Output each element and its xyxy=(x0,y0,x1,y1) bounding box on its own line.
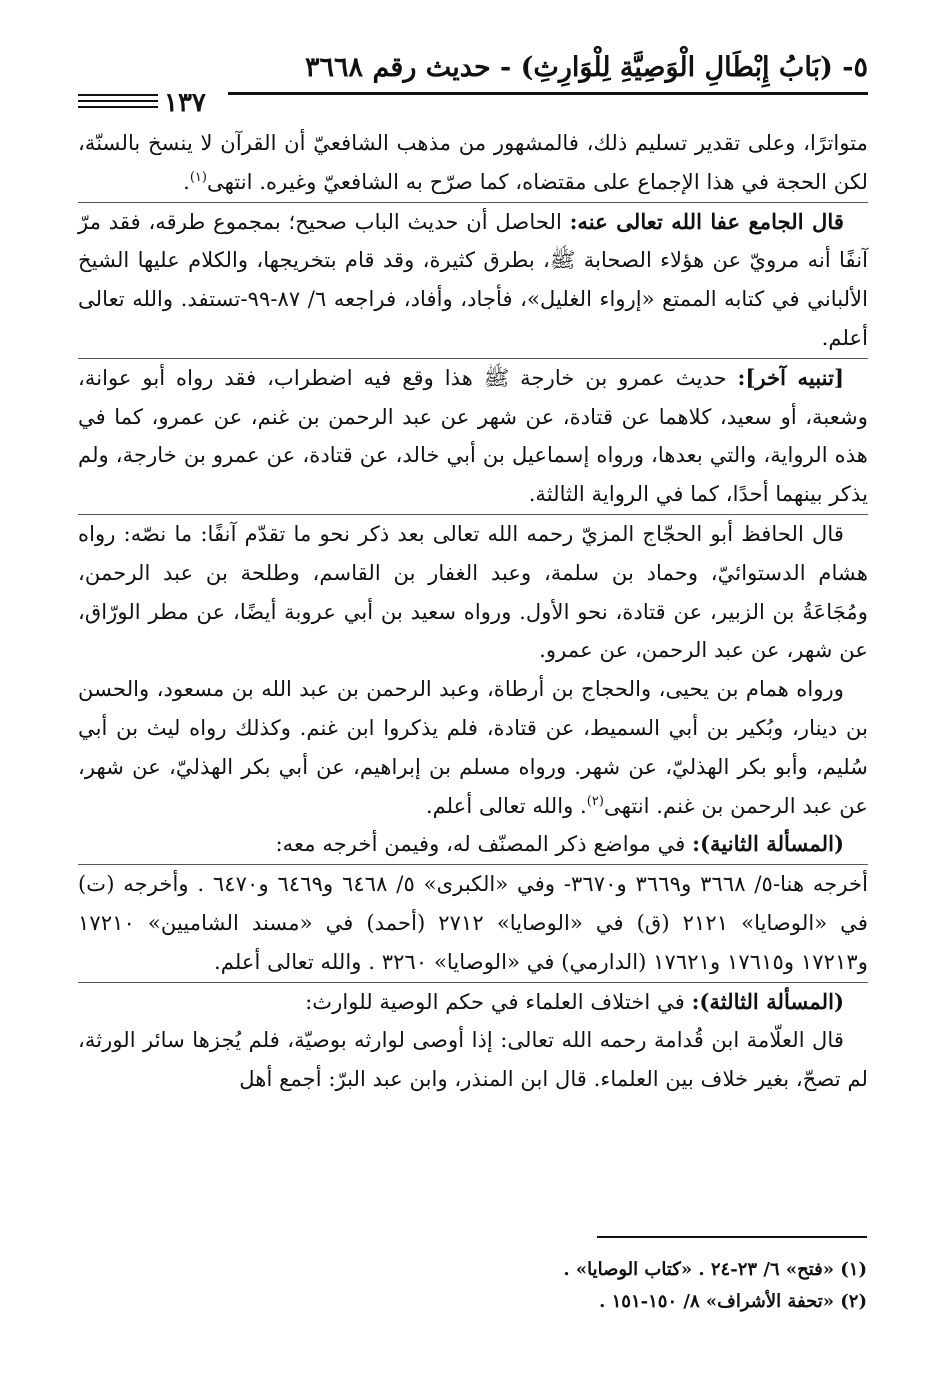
paragraph-lead: (المسألة الثالثة): xyxy=(691,988,844,1014)
footnote-marker[interactable]: (٢) xyxy=(586,793,604,809)
chapter-title: ٥- (بَابُ إِبْطَالِ الْوَصِيَّةِ لِلْوَارِثِ) - حديث رقم ٣٦٦٨ xyxy=(305,52,868,83)
paragraph-text: في مواضع ذكر المصنّف له، وفيمن أخرجه معه: xyxy=(275,831,693,857)
paragraph xyxy=(78,670,868,825)
paragraph xyxy=(78,825,868,864)
paragraph-text: ورواه همام بن يحيى، والحجاج بن أرطاة، وعبد الرحمن بن عبد الله بن مسعود، والحسن بن دينار، وبُكير بن أبي السميط، عن قتادة، فلم يذكروا ابن غنم. وكذلك رواه ليث بن أبي سُليم، وأبو بكر الهذليّ، عن شهر. ورواه مسلم بن إبراهيم، عن أبي بكر الهذليّ، عن شهر، عن عبد الرحمن بن غنم. انتهى xyxy=(78,676,868,818)
paragraph-text: قال الحافظ أبو الحجّاج المزيّ رحمه الله تعالى بعد ذكر نحو ما تقدّم آنفًا: ما نصّه: رواه هشام الدستوائيّ، وحماد بن سلمة، وعبد الغفار بن القاسم، وطلحة بن عبد الرحمن، ومُجَاعَةُ بن الزبير، عن قتادة، نحو الأول. ورواه سعيد بن أبي عروبة أيضًا، عن مطر الورّاق، عن شهر، عن عبد الرحمن، عن عمرو. xyxy=(78,520,868,663)
paragraph-text: الحاصل أن حديث الباب صحيح؛ بمجموع طرقه، فقد مرّ آنفًا أنه مرويّ عن هؤلاء الصحابة ﷺ، بطرق كثيرة، وقد قام بتخريجها، والكلام عليها الشيخ الألباني في كتابه الممتع «إرواء الغليل»، فأجاد، وأفاد، فراجعه ٦/ ٨٧-٩٩-تستفد. والله تعالى أعلم. xyxy=(78,208,869,350)
footnote: (٢) «تحفة الأشراف» ٨/ ١٥٠-١٥١ . xyxy=(599,1291,867,1312)
paragraph-text: في اختلاف العلماء في حكم الوصية للوارث: xyxy=(305,988,692,1014)
paragraph-text: أخرجه هنا-٥/ ٣٦٦٨ و٣٦٦٩ و٣٦٧٠- وفي «الكبرى» ٥/ ٦٤٦٨ و٦٤٦٩ و٦٤٧٠ . وأخرجه (ت) في «الوصايا» ٢١٢١ (ق) في «الوصايا» ٢٧١٢ (أحمد) في «مسند الشاميين» ١٧٢١٠ و١٧٢١٣ و١٧٦١٥ و١٧٦٢١ (الدارمي) في «الوصايا» ٣٢٦٠ . والله تعالى أعلم. xyxy=(78,871,869,974)
body-text xyxy=(78,124,868,1099)
footnote-marker[interactable]: (١) xyxy=(189,169,207,185)
header-rule-ornament xyxy=(78,94,158,112)
paragraph-text: متواترًا، وعلى تقدير تسليم ذلك، فالمشهور من مذهب الشافعيّ أن القرآن لا ينسخ بالسنّة، لكن الحجة في هذا الإجماع على مقتضاه، كما صرّح به الشافعيّ وغيره. انتهى xyxy=(78,130,868,194)
paragraph xyxy=(78,124,868,202)
page-number: ١٣٧ xyxy=(164,88,206,118)
paragraph-text: حديث عمرو بن خارجة ﷺ هذا وقع فيه اضطراب، فقد رواه أبو عوانة، وشعبة، أو سعيد، كلاهما عن قتادة، عن شهر عن عبد الرحمن بن غنم، عن عمرو، كما في هذه الرواية، والتي بعدها، ورواه إسماعيل بن أبي خالد، عن قتادة، عن عمرو بن خارجة، ولم يذكر بينهما أحدًا، كما في الرواية الثالثة. xyxy=(78,364,868,507)
header-underline xyxy=(228,92,868,95)
paragraph xyxy=(78,983,868,1022)
paragraph-tail: . والله تعالى أعلم. xyxy=(425,792,587,818)
paragraph xyxy=(78,359,868,514)
paragraph-tail: . xyxy=(183,168,190,194)
paragraph xyxy=(78,1021,868,1099)
paragraph xyxy=(78,865,868,981)
paragraph xyxy=(78,515,868,670)
paragraph-lead: [تنبيه آخر]: xyxy=(737,364,844,390)
paragraph-lead: (المسألة الثانية): xyxy=(692,831,844,857)
running-header xyxy=(78,42,868,118)
paragraph xyxy=(78,203,868,358)
footnote-separator xyxy=(597,1236,867,1238)
footnote: (١) «فتح» ٦/ ٢٣-٢٤ . «كتاب الوصايا» . xyxy=(563,1259,867,1280)
footnotes xyxy=(77,1254,867,1318)
paragraph-lead: قال الجامع عفا الله تعالى عنه: xyxy=(569,208,844,234)
paragraph-text: قال العلّامة ابن قُدامة رحمه الله تعالى: إذا أوصى لوارثه بوصيّة، فلم يُجزها سائر الورثة، لم تصحّ، بغير خلاف بين العلماء. قال ابن المنذر، وابن عبد البرّ: أجمع أهل xyxy=(78,1027,868,1092)
